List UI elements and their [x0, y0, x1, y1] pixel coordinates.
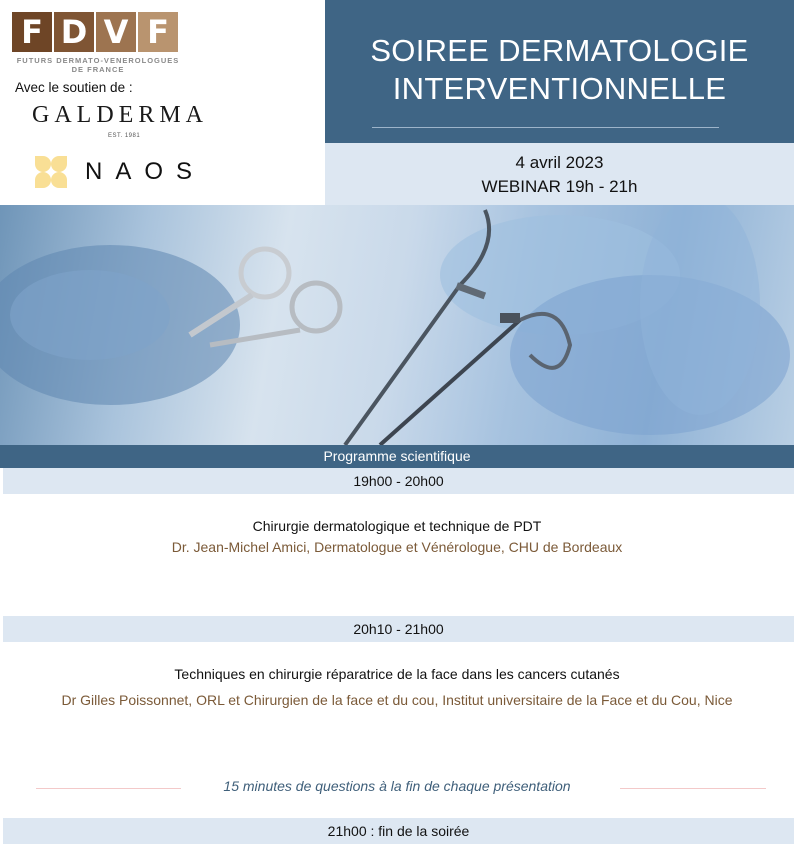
support-label: Avec le soutien de : — [15, 80, 133, 95]
fdvf-logo — [12, 12, 178, 52]
title-divider — [372, 127, 719, 128]
event-header — [0, 0, 794, 205]
naos-wordmark: NAOS — [85, 158, 206, 185]
galderma-est: EST. 1981 — [108, 133, 141, 139]
fdvf-letter: V — [96, 12, 136, 52]
fdvf-subtitle-line2: DE FRANCE — [71, 65, 125, 74]
event-title — [325, 32, 794, 108]
end-of-evening: 21h00 : fin de la soirée — [3, 818, 794, 844]
session-1-title: Chirurgie dermatologique et technique de PDT — [252, 518, 542, 534]
session-2-speaker: Dr Gilles Poissonnet, ORL et Chirurgien de la face et du cou, Institut universitaire de la Face et du Cou, Nice — [61, 692, 733, 708]
title-panel — [325, 0, 794, 143]
event-format: WEBINAR 19h - 21h — [481, 177, 638, 196]
fdvf-letter: F — [138, 12, 178, 52]
fdvf-letter: F — [12, 12, 52, 52]
naos-flower-icon — [33, 154, 69, 190]
surgery-illustration-icon — [0, 205, 794, 445]
session-1-time: 19h00 - 20h00 — [3, 468, 794, 494]
qa-note: 15 minutes de questions à la fin de chaque présentation — [223, 778, 571, 794]
fdvf-subtitle — [8, 56, 188, 74]
title-line2: INTERVENTIONNELLE — [392, 71, 727, 106]
session-2-title: Techniques en chirurgie réparatrice de la face dans les cancers cutanés — [174, 666, 620, 682]
fdvf-subtitle-line1: FUTURS DERMATO-VENEROLOGUES — [16, 56, 180, 65]
date-panel — [325, 143, 794, 205]
naos-logo — [33, 154, 205, 190]
session-2-time: 20h10 - 21h00 — [3, 616, 794, 642]
programme-heading: Programme scientifique — [0, 445, 794, 468]
title-line1: SOIREE DERMATOLOGIE — [370, 33, 749, 68]
session-1-speaker: Dr. Jean-Michel Amici, Dermatologue et Vénérologue, CHU de Bordeaux — [171, 539, 623, 555]
fdvf-letter: D — [54, 12, 94, 52]
event-date: 4 avril 2023 — [515, 153, 604, 172]
galderma-logo: GALDERMA — [32, 102, 208, 128]
hero-image — [0, 205, 794, 445]
qa-divider-right — [620, 788, 766, 789]
sponsor-logos-panel — [0, 0, 325, 205]
